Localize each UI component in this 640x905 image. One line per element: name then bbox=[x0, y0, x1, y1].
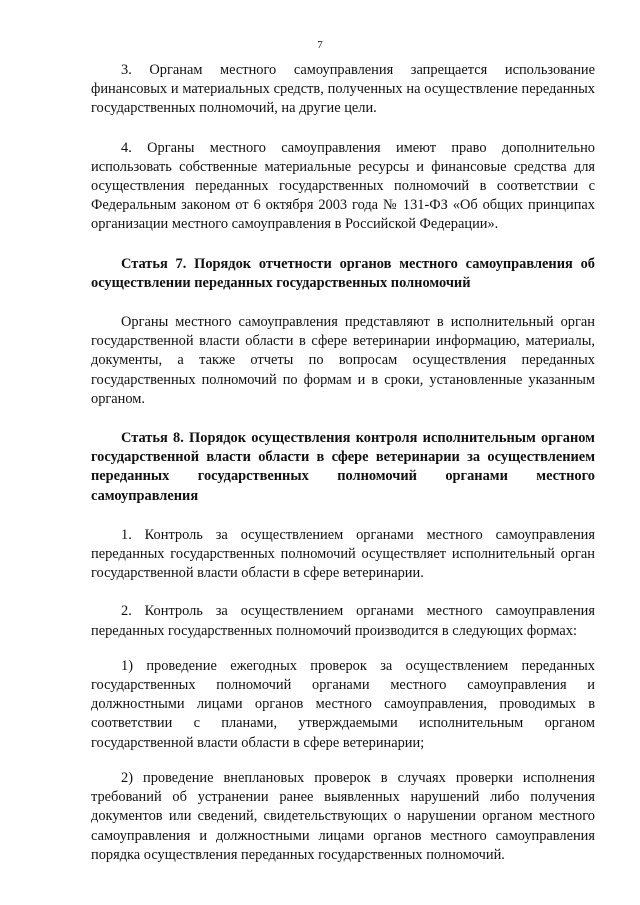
article-7-heading: Статья 7. Порядок отчетности органов местного самоуправления об осуществлении переданных государственных полномочий bbox=[91, 255, 595, 291]
list-item-2: 2) проведение внеплановых проверок в случаях проверки исполнения требований об устранении ранее выявленных нарушений либо получения документов или сведений, свидетельствующих о нарушении органом местного самоуправления и должностными лицами органов местного самоуправления порядка осуществления переданных государственных полномочий. bbox=[91, 769, 595, 863]
paragraph-4: 4. Органы местного самоуправления имеют право дополнительно использовать собственные материальные ресурсы и финансовые средства для осуществления переданных государственных полномочий в соответствии с Федеральным законом от 6 октября 2003 года № 131-ФЗ «Об общих принципах организации местного самоуправления в Российской Федерации». bbox=[91, 139, 595, 233]
page-number: 7 bbox=[317, 39, 323, 51]
article-8-heading: Статья 8. Порядок осуществления контроля исполнительным органом государственной власти области в сфере ветеринарии за осуществлением переданных государственных полномочий органами местного самоуправления bbox=[91, 430, 595, 504]
list-item-1: 1) проведение ежегодных проверок за осуществлением переданных государственных полномочий органами местного самоуправления и должностными лицами органов местного самоуправления, проводимых в соответствии с планами, утверждаемыми исполнительным органом государственной власти области в сфере ветеринарии; bbox=[91, 657, 595, 751]
article-8-paragraph-2: 2. Контроль за осуществлением органами местного самоуправления переданных государственных полномочий производится в следующих формах: bbox=[91, 603, 595, 639]
article-8-paragraph-1: 1. Контроль за осуществлением органами местного самоуправления переданных государственных полномочий осуществляет исполнительный орган государственной власти области в сфере ветеринарии. bbox=[91, 526, 595, 582]
article-7-body: Органы местного самоуправления представляют в исполнительный орган государственной власти области в сфере ветеринарии информацию, материалы, документы, а также отчеты по вопросам осуществления переданных государственных полномочий по формам и в сроки, установленные указанным органом. bbox=[91, 314, 595, 407]
paragraph-3: 3. Органам местного самоуправления запрещается использование финансовых и материальных средств, полученных на осуществление переданных государственных полномочий, на другие цели. bbox=[91, 62, 595, 117]
document-body bbox=[91, 61, 595, 865]
